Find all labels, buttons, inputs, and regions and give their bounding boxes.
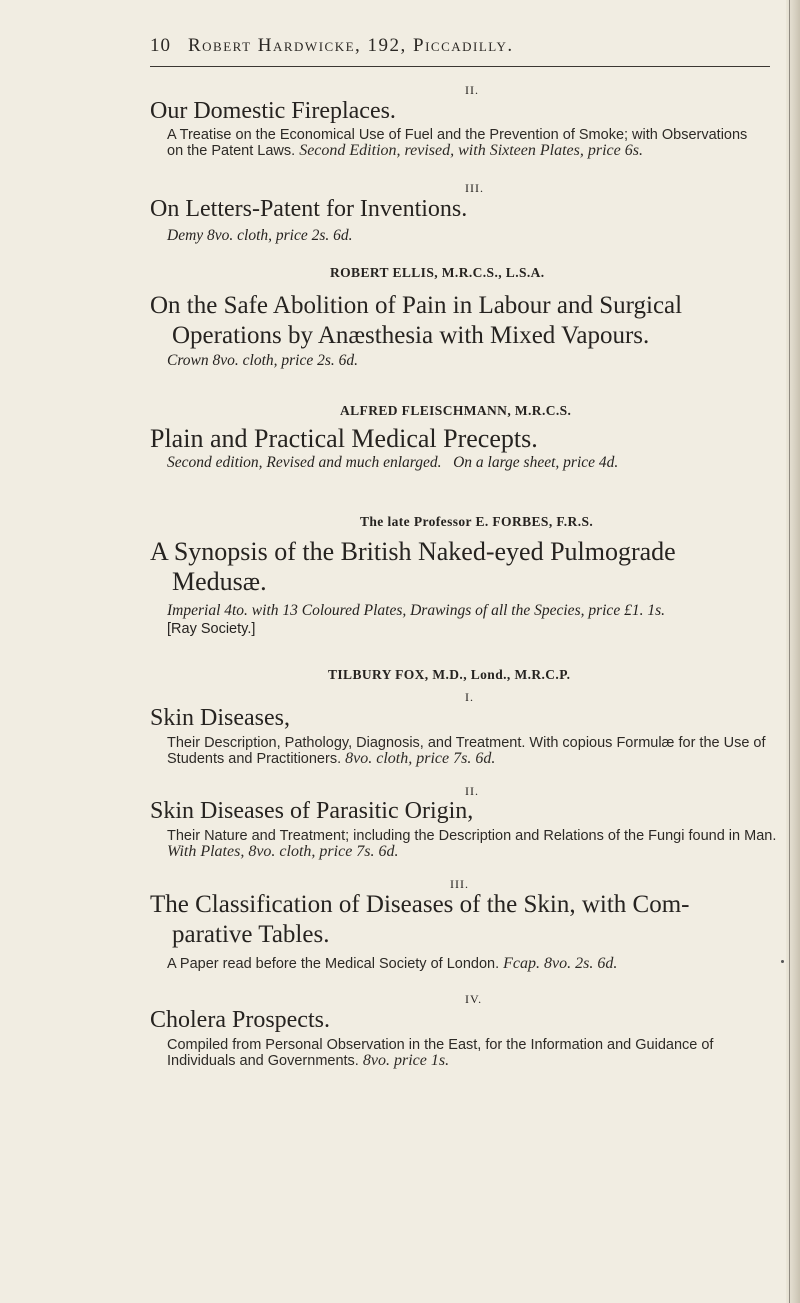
entry-details: Crown 8vo. cloth, price 2s. 6d. [167,352,359,369]
entry-title: Cholera Prospects. [150,1007,330,1033]
roman-numeral: II. [465,83,479,97]
page-number: 10 [150,35,171,56]
entry-details: Imperial 4to. with 13 Coloured Plates, Drawings of all the Species, price £1. 1s. [167,602,665,619]
entry-title: On Letters-Patent for Inventions. [150,196,468,222]
entry-description: Compiled from Personal Observation in the East, for the Information and Guidance of Individuals and Governments. 8vo. price 1s. [167,1037,714,1069]
entry-note: [Ray Society.] [167,621,256,637]
author-name: ALFRED FLEISCHMANN, M.R.C.S. [340,403,572,418]
page-edge-line [789,0,790,1303]
header-rule [150,66,770,67]
entry-title: Plain and Practical Medical Precepts. [150,424,538,453]
roman-numeral: II. [465,784,479,798]
author-name: The late Professor E. FORBES, F.R.S. [360,514,594,529]
entry-title: Skin Diseases, [150,705,290,731]
entry-title: Our Domestic Fireplaces. [150,98,396,124]
entry-description: A Paper read before the Medical Society of London. Fcap. 8vo. 2s. 6d. [167,955,618,972]
entry-title: The Classification of Diseases of the Skin, with Com- parative Tables. [150,891,690,948]
roman-numeral: III. [465,181,484,195]
entry-title: Skin Diseases of Parasitic Origin, [150,798,474,824]
entry-edition: Second Edition, revised, with Sixteen Plates, price 6s. [299,142,643,159]
author-name: ROBERT ELLIS, M.R.C.S., L.S.A. [330,265,545,280]
roman-numeral: III. [450,877,469,891]
entry-details: Fcap. 8vo. 2s. 6d. [503,955,618,972]
roman-numeral: IV. [465,992,483,1006]
entry-description: Their Nature and Treatment; including the Description and Relations of the Fungi found in Man. With Plates, 8vo. cloth, price 7s. 6d. [167,828,777,860]
entry-details: Second edition, Revised and much enlarged. On a large sheet, price 4d. [167,454,619,471]
entry-details: 8vo. cloth, price 7s. 6d. [345,750,496,767]
running-title: Robert Hardwicke, 192, Piccadilly. [188,35,514,56]
entry-details: With Plates, 8vo. cloth, price 7s. 6d. [167,843,399,860]
entry-description: Their Description, Pathology, Diagnosis, and Treatment. With copious Formulæ for the Use of Students and Practitioners. 8vo. cloth, price 7s. 6d. [167,735,766,767]
roman-numeral: I. [465,690,474,704]
entry-details: 8vo. price 1s. [362,1052,450,1069]
entry-title: A Synopsis of the British Naked-eyed Pulmograde Medusæ. [150,537,676,596]
author-name: TILBURY FOX, M.D., Lond., M.R.C.P. [328,667,571,682]
entry-title: On the Safe Abolition of Pain in Labour and Surgical Operations by Anæsthesia with Mixed Vapours. [150,292,683,349]
entry-details: Demy 8vo. cloth, price 2s. 6d. [167,227,353,244]
entry-description: A Treatise on the Economical Use of Fuel and the Prevention of Smoke; with Observations on the Patent Laws. Second Edition, revised, with Sixteen Plates, price 6s. [167,127,748,159]
print-speck [781,960,784,963]
